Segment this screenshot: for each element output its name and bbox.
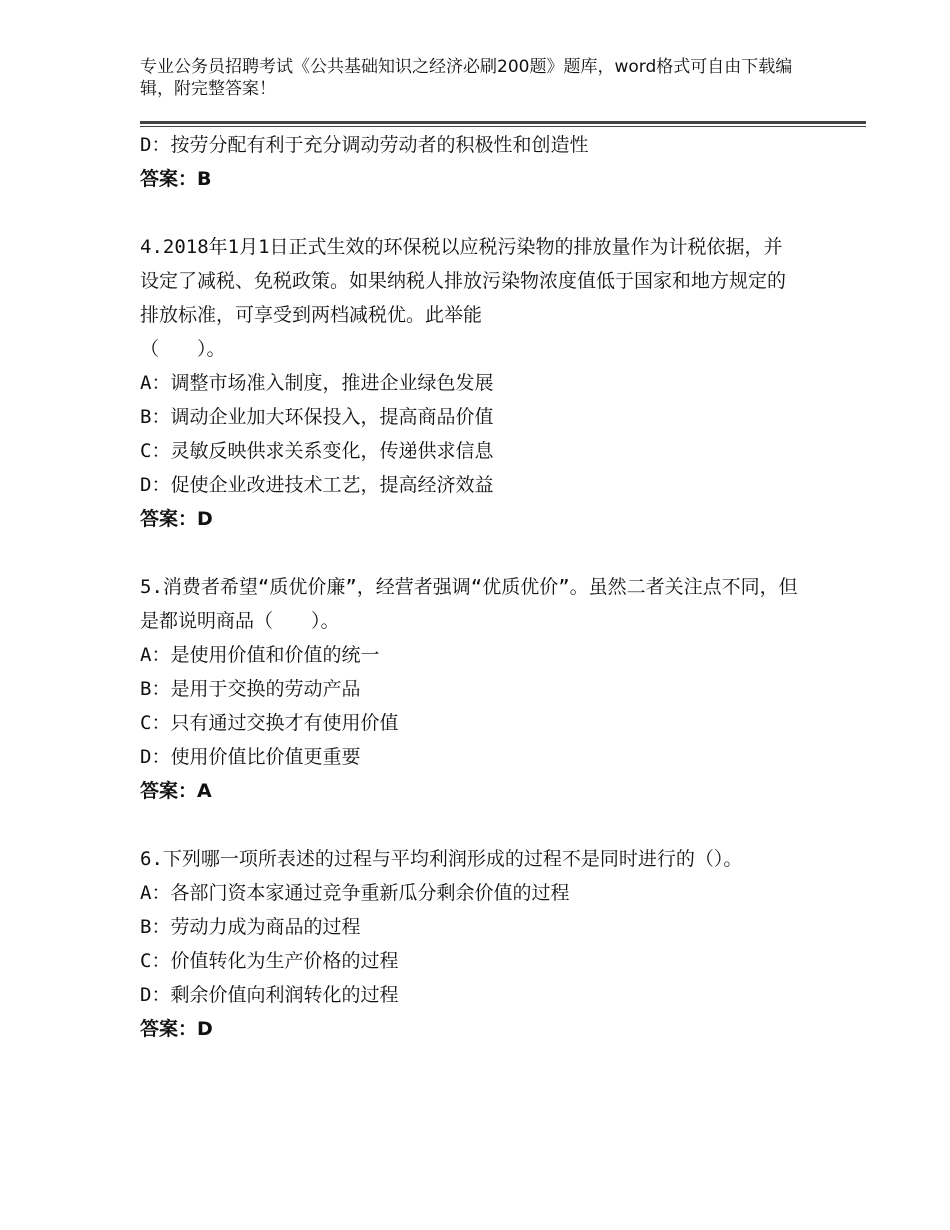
question-4-option-c: C：灵敏反映供求关系变化，传递供求信息: [140, 440, 494, 462]
question-6-answer: 答案：D: [140, 1018, 213, 1040]
question-6-option-c: C：价值转化为生产价格的过程: [140, 950, 399, 972]
spacer: [140, 536, 800, 570]
question-4-text: 4.2018年1月1日正式生效的环保税以应税污染物的排放量作为计税依据，并设定了减税、免税政策。如果纳税人排放污染物浓度值低于国家和地方规定的排放标准，可享受到两档减税优。此举能: [140, 236, 787, 326]
question-6: [140, 842, 800, 1046]
question-4-option-b: B：调动企业加大环保投入，提高商品价值: [140, 406, 494, 428]
question-4-option-d: D：促使企业改进技术工艺，提高经济效益: [140, 474, 494, 496]
question-4: [140, 230, 800, 536]
question-5-answer: 答案：A: [140, 780, 212, 802]
question-4-text-tail: （ ）。: [140, 338, 226, 360]
question-5-option-a: A：是使用价值和价值的统一: [140, 644, 380, 666]
question-5-text: 5.消费者希望“质优价廉”，经营者强调“优质优价”。虽然二者关注点不同，但是都说明商品（ ）。: [140, 576, 798, 632]
question-4-answer: 答案：D: [140, 508, 213, 530]
header-rule-thick: [140, 121, 866, 124]
carryover-answer: 答案：B: [140, 168, 212, 190]
question-6-option-b: B：劳动力成为商品的过程: [140, 916, 361, 938]
header-text: 专业公务员招聘考试《公共基础知识之经济必刷200题》题库，word格式可自由下载编辑，附完整答案！: [140, 57, 793, 99]
page-header: [140, 56, 810, 100]
carryover-option-d: D：按劳分配有利于充分调动劳动者的积极性和创造性: [140, 134, 589, 156]
header-rule-thin: [140, 126, 866, 127]
question-5-option-c: C：只有通过交换才有使用价值: [140, 712, 399, 734]
spacer: [140, 196, 800, 230]
question-5-option-b: B：是用于交换的劳动产品: [140, 678, 361, 700]
document-body: [140, 128, 800, 1046]
question-5-option-d: D：使用价值比价值更重要: [140, 746, 361, 768]
question-4-option-a: A：调整市场准入制度，推进企业绿色发展: [140, 372, 494, 394]
question-6-text: 6.下列哪一项所表述的过程与平均利润形成的过程不是同时进行的（）。: [140, 848, 743, 870]
spacer: [140, 808, 800, 842]
question-6-option-d: D：剩余价值向利润转化的过程: [140, 984, 399, 1006]
question-5: [140, 570, 800, 808]
question-6-option-a: A：各部门资本家通过竞争重新瓜分剩余价值的过程: [140, 882, 570, 904]
